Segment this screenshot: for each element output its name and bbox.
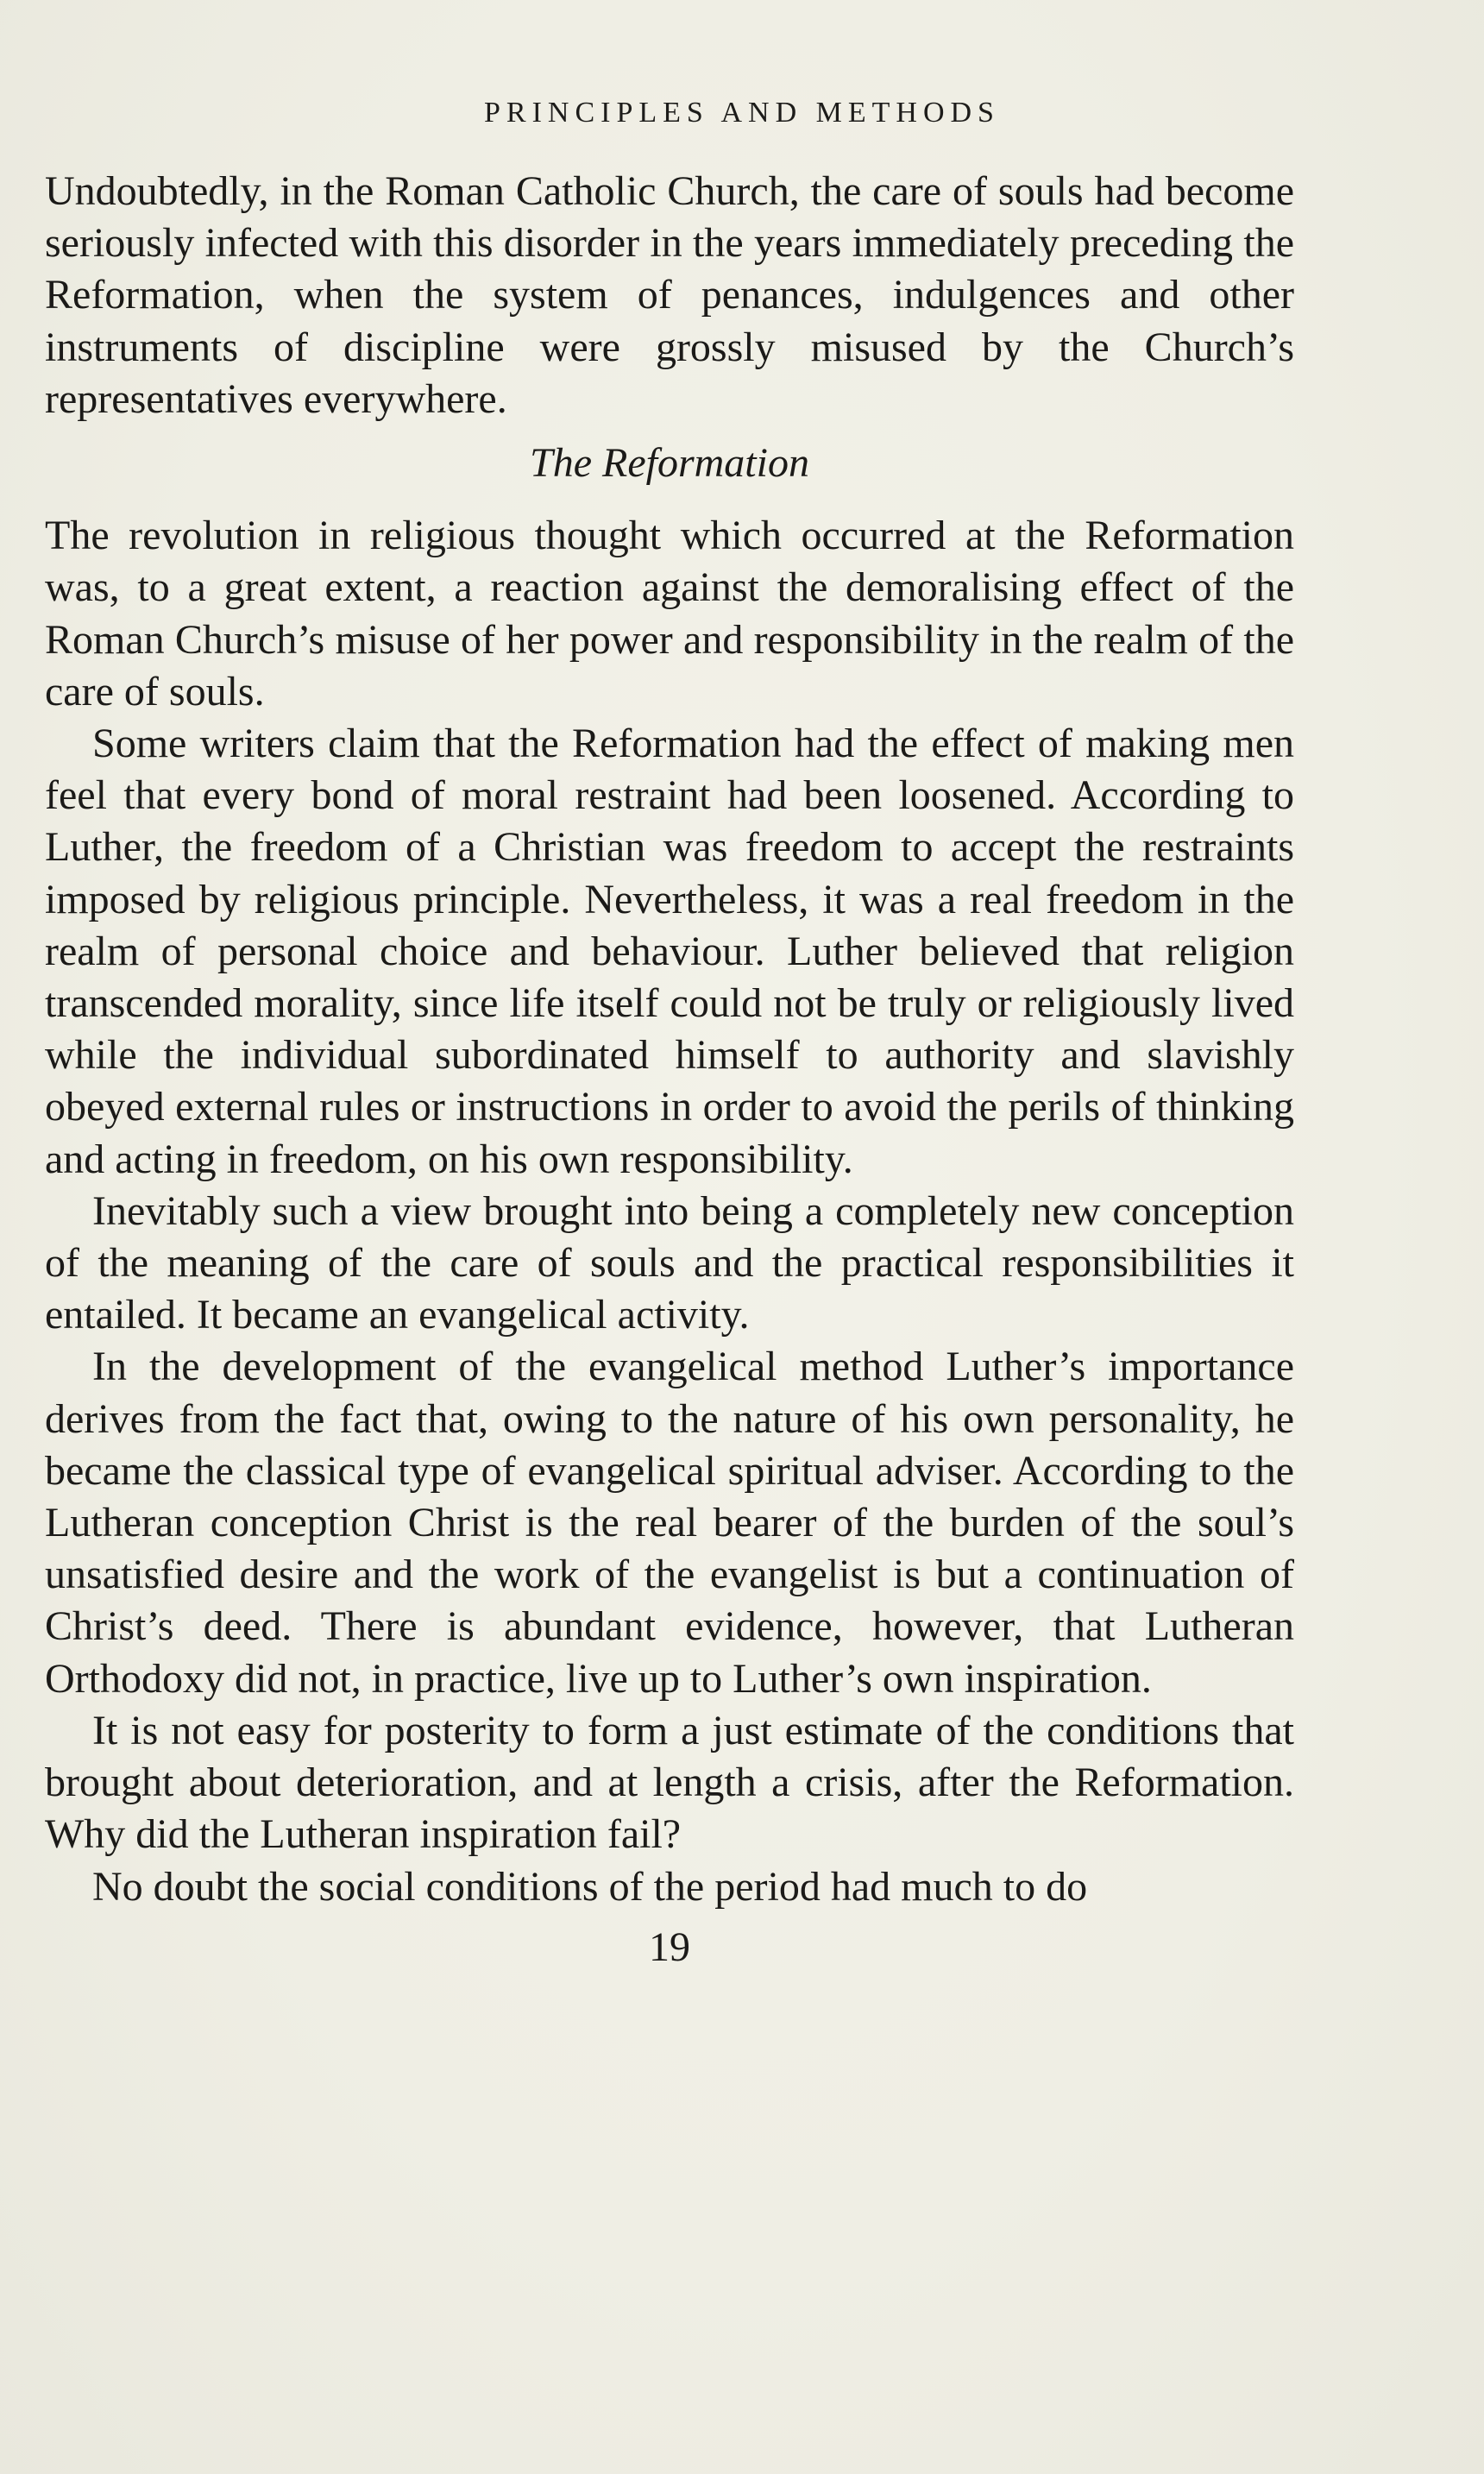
section-heading: The Reformation [530, 440, 809, 487]
paragraph: The revolution in religious thought which occurred at the Reformation was, to a great extent, a reaction against the demoralising effect of the Roman Church’s misuse of her power and responsibility in the realm of the care of souls. [45, 513, 1294, 715]
page-number: 19 [649, 1923, 690, 1970]
running-head: PRINCIPLES AND METHODS [484, 97, 1000, 129]
paragraph: It is not easy for posterity to form a just estimate of the conditions that brought about deterioration, and at length a crisis, after the Reformation. Why did the Lutheran inspiration fail? [45, 1707, 1294, 1858]
paragraph: Undoubtedly, in the Roman Catholic Church, the care of souls had become seriously infected with this disorder in the years immediately preceding the Reformation, when the system of penances, indulgences and other instruments of discipline were grossly misused by the Church’s representatives everywhere. [45, 168, 1294, 422]
body-text [45, 166, 1294, 1974]
paragraph: Some writers claim that the Reformation had the effect of making men feel that every bond of moral restraint had been loosened. According to Luther, the freedom of a Christian was freedom to accept the restraints imposed by religious principle. Nevertheless, it was a real freedom in the realm of personal choice and behaviour. Luther believed that religion transcended morality, since life itself could not be truly or religiously lived while the individual subordinated himself to authority and slavishly obeyed external rules or instructions in order to avoid the perils of thinking and acting in freedom, on his own responsibility. [45, 721, 1294, 1182]
paragraph: Inevitably such a view brought into being a completely new conception of the meaning of the care of souls and the practical responsibilities it entailed. It became an evangelical activity. [45, 1187, 1294, 1338]
paragraph: In the development of the evangelical method Luther’s importance derives from the fact that, owing to the nature of his own personality, he became the classical type of evangelical spiritual adviser. According to the Lutheran conception Christ is the real bearer of the burden of the soul’s unsatisfied desire and the work of the evangelist is but a continuation of Christ’s deed. There is abundant evidence, however, that Lutheran Orthodoxy did not, in practice, live up to Luther’s own inspiration. [45, 1344, 1294, 1702]
paragraph: No doubt the social conditions of the period had much to do [92, 1863, 1088, 1910]
